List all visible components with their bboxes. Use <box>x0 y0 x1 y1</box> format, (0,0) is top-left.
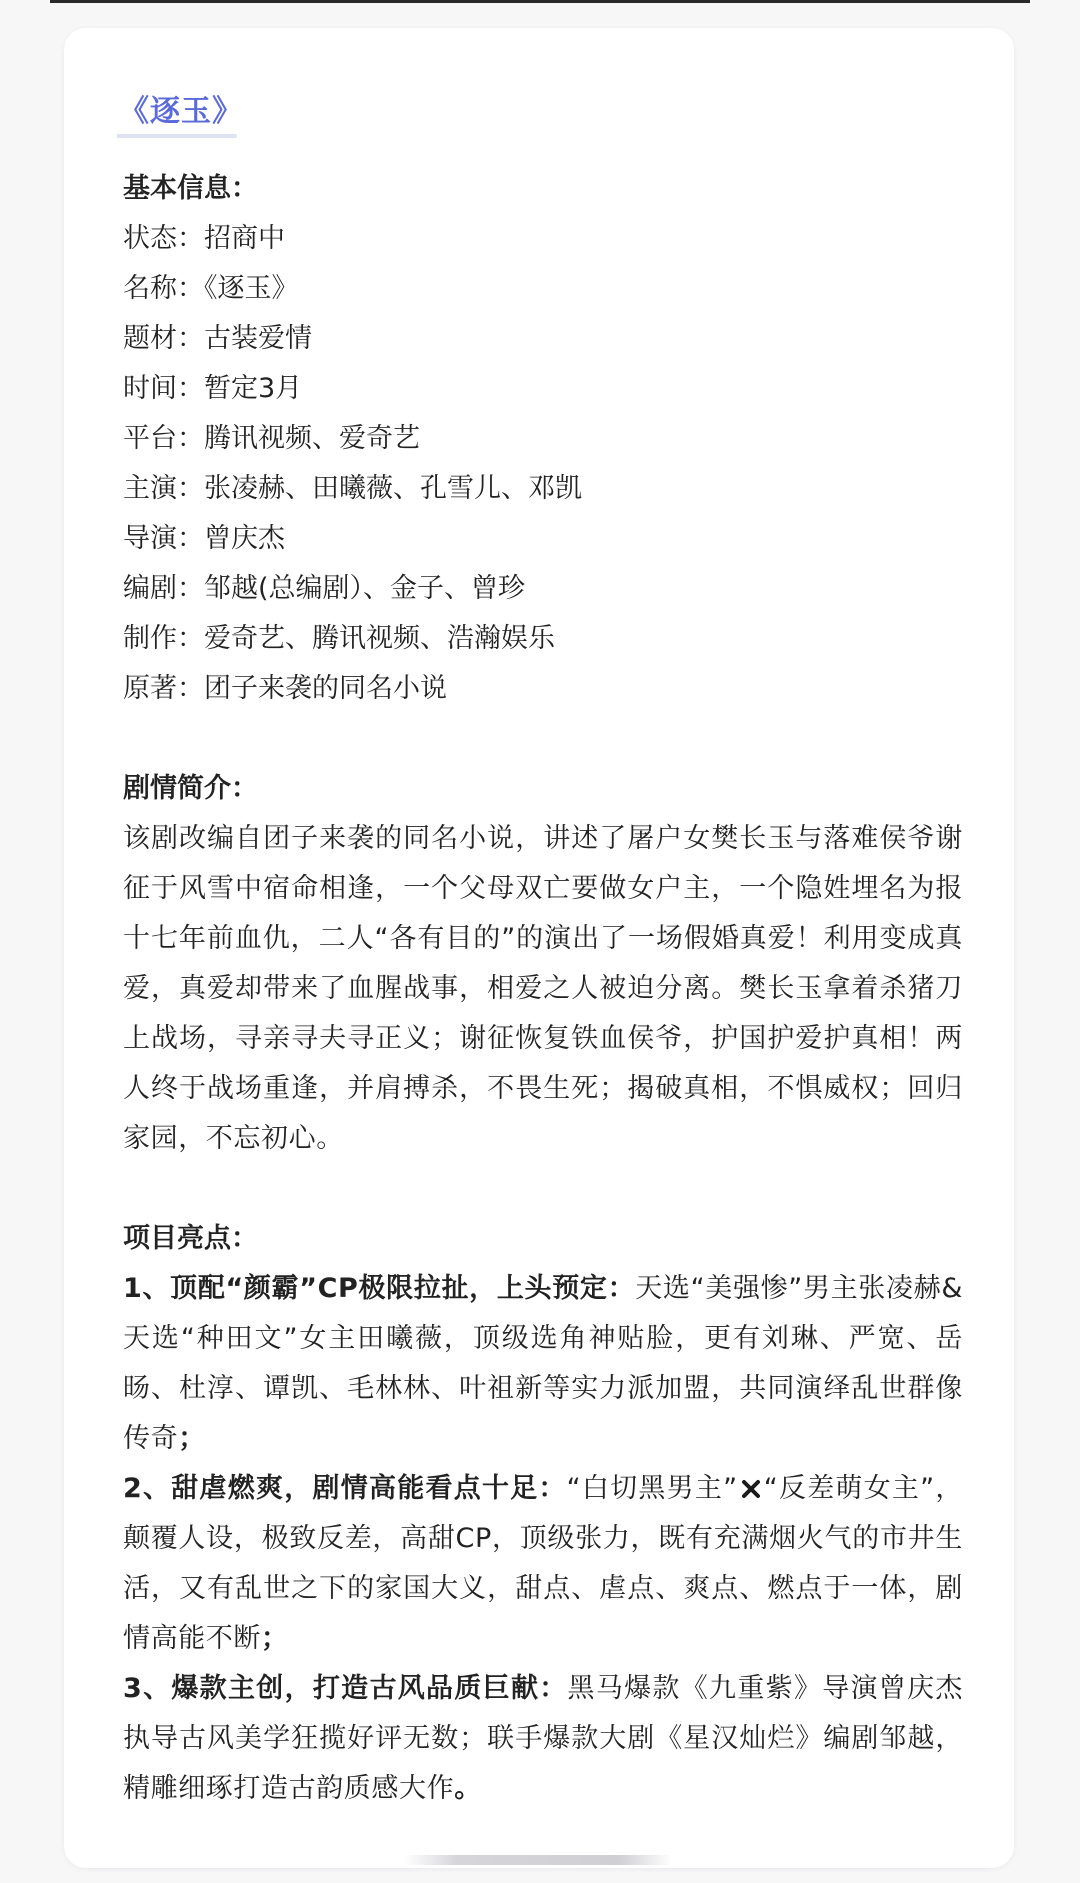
highlight-body: 天选“美强惨”男主张凌赫&天选“种田文”女主田曦薇，顶级选角神贴脸，更有刘琳、严宽、岳旸、杜淳、谭凯、毛林林、叶祖新等实力派加盟，共同演绎乱世群像传奇 <box>123 1273 963 1454</box>
cross-icon <box>740 1467 762 1489</box>
info-row-name <box>123 264 963 314</box>
scroll-indicator[interactable] <box>404 1855 672 1865</box>
highlight-item-3 <box>123 1664 963 1814</box>
info-row-platform <box>123 414 963 464</box>
info-value: 张凌赫、田曦薇、孔雪儿、邓凯 <box>204 473 582 504</box>
section-gap <box>123 1164 963 1214</box>
info-value: 爱奇艺、腾讯视频、浩瀚娱乐 <box>204 623 555 654</box>
info-label: 时间： <box>123 373 204 404</box>
info-label: 导演： <box>123 523 204 554</box>
info-value: 团子来袭的同名小说 <box>204 673 447 704</box>
info-row-status <box>123 214 963 264</box>
info-value: 邹越(总编剧）、金子、曾珍 <box>204 573 526 604</box>
info-row-cast <box>123 464 963 514</box>
top-divider <box>50 0 1030 3</box>
info-row-screenwriter <box>123 564 963 614</box>
highlights-heading: 项目亮点： <box>123 1223 258 1254</box>
info-label: 主演： <box>123 473 204 504</box>
info-label: 名称： <box>123 273 204 304</box>
info-label: 题材： <box>123 323 204 354</box>
highlight-body-prefix: “白切黑男主” <box>566 1473 738 1504</box>
highlight-item-1 <box>123 1264 963 1464</box>
info-row-original-work <box>123 664 963 714</box>
highlight-head: 2、甜虐燃爽，剧情高能看点十足： <box>123 1473 567 1504</box>
highlight-tail: ； <box>178 1423 206 1454</box>
highlight-body: 黑马爆款《九重紫》导演曾庆杰执导古风美学狂揽好评无数；联手爆款大剧《星汉灿烂》编剧邹越，精雕细琢打造古韵质感大作 <box>123 1673 964 1804</box>
synopsis-text: 该剧改编自团子来袭的同名小说，讲述了屠户女樊长玉与落难侯爷谢征于风雪中宿命相逢，一个父母双亡要做女户主，一个隐姓埋名为报十七年前血仇，二人“各有目的”的演出了一场假婚真爱！利用变成真爱，真爱却带来了血腥战事，相爱之人被迫分离。樊长玉拿着杀猪刀上战场，寻亲寻夫寻正义；谢征恢复铁血侯爷，护国护爱护真相！两人终于战场重逢，并肩搏杀，不畏生死；揭破真相，不惧威权；回归家园，不忘初心。 <box>123 823 963 1154</box>
info-label: 平台： <box>123 423 204 454</box>
info-value: 古装爱情 <box>204 323 312 354</box>
highlight-head: 3、爆款主创，打造古风品质巨献： <box>123 1673 568 1704</box>
title-underline <box>117 134 237 138</box>
info-row-production <box>123 614 963 664</box>
info-value: 曾庆杰 <box>204 523 285 554</box>
section-gap <box>123 714 963 764</box>
info-row-time <box>123 364 963 414</box>
highlight-head: 1、顶配“颜霸”CP极限拉扯，上头预定： <box>123 1273 636 1304</box>
info-value: 招商中 <box>204 223 285 254</box>
info-label: 编剧： <box>123 573 204 604</box>
basic-info-heading: 基本信息： <box>123 173 258 204</box>
info-label: 制作： <box>123 623 204 654</box>
document-content <box>123 164 963 1814</box>
info-value: 《逐玉》 <box>204 273 299 304</box>
info-row-genre <box>123 314 963 364</box>
highlight-item-2 <box>123 1464 963 1664</box>
info-label: 原著： <box>123 673 204 704</box>
info-value: 暂定3月 <box>204 373 303 404</box>
info-label: 状态： <box>123 223 204 254</box>
synopsis-heading: 剧情简介： <box>123 773 258 804</box>
info-row-director <box>123 514 963 564</box>
highlight-tail: ； <box>261 1623 289 1654</box>
highlight-tail: 。 <box>454 1773 482 1804</box>
info-value: 腾讯视频、爱奇艺 <box>204 423 420 454</box>
document-title: 《逐玉》 <box>119 94 243 129</box>
highlight-body: “反差萌女主”，颠覆人设，极致反差，高甜CP，顶级张力，既有充满烟火气的市井生活，又有乱世之下的家国大义，甜点、虐点、爽点、燃点于一体，剧情高能不断 <box>123 1473 963 1654</box>
